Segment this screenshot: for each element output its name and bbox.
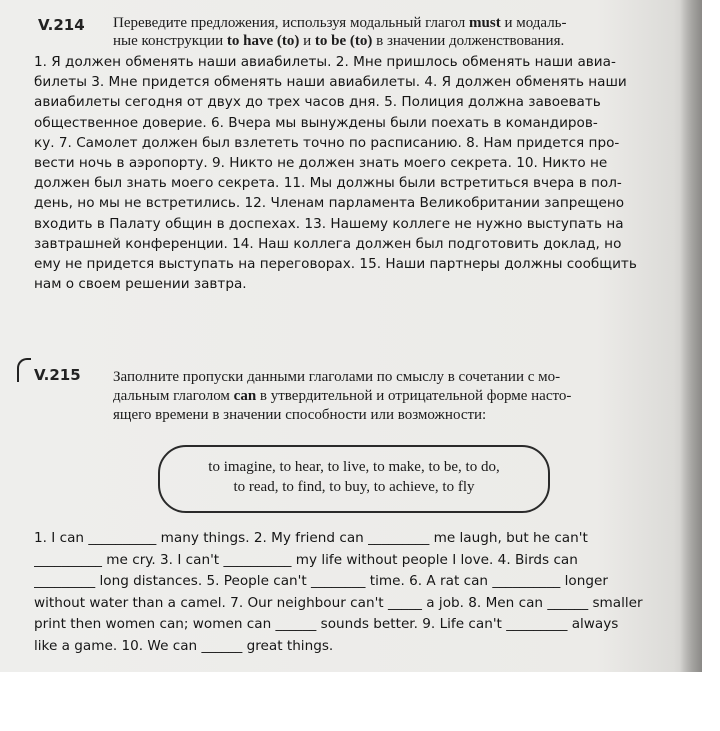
exercise-214-line: ему не придется выступать на переговорах. 15. Наши партнеры должны сообщить	[34, 256, 637, 273]
exercise-215-line: print then women can; women can ______ sounds better. 9. Life can't _________ always	[34, 616, 619, 632]
exercise-214-line: завтрашней конференции. 14. Наш коллега должен был подготовить доклад, но	[34, 235, 622, 252]
exercise-214-line: должен был знать моего секрета. 11. Мы должны были встретиться вчера в пол-	[34, 175, 622, 192]
instruction-215-line: дальным глаголом can в утвердительной и отрицательной форме насто-	[113, 388, 572, 404]
exercise-215-line: without water than a camel. 7. Our neighbour can't _____ a job. 8. Men can ______ smaller	[34, 594, 643, 611]
exercise-214-instruction	[113, 14, 693, 50]
word-bank-line: to imagine, to hear, to live, to make, to be, to do,	[208, 459, 500, 475]
exercise-214-line: входить в Палату общин в доспехах. 13. Нашему коллеге не нужно выступать на	[34, 215, 624, 232]
exercise-214-line: общественное доверие. 6. Вчера мы вынуждены были поехать в командиров-	[34, 114, 598, 131]
word-bank-line: to read, to find, to buy, to achieve, to fly	[233, 479, 475, 495]
exercise-214-line: ку. 7. Самолет должен был взлететь точно по расписанию. 8. Нам придется про-	[34, 134, 620, 151]
exercise-215-line: __________ me cry. 3. I can't __________ my life without people I love. 4. Birds can	[34, 551, 578, 568]
instruction-215-line: ящего времени в значении способности или возможности:	[113, 407, 487, 423]
exercise-214-line: билеты 3. Мне придется обменять наши авиабилеты. 4. Я должен обменять наши	[34, 74, 627, 91]
instruction-214-line: ные конструкции to have (to) и to be (to) в значении долженствования.	[113, 33, 565, 49]
exercise-214-line: 1. Я должен обменять наши авиабилеты. 2. Мне пришлось обменять наши авиа-	[34, 54, 616, 70]
exercise-214-body	[34, 52, 689, 294]
exercise-215-instruction	[113, 368, 693, 425]
margin-bracket-mark	[17, 358, 31, 382]
exercise-214-line: нам о своем решении завтра.	[34, 276, 247, 293]
exercise-214-line: день, но мы не встретились. 12. Членам парламента Великобритании запрещено	[34, 195, 625, 212]
exercise-215-line: like a game. 10. We can ______ great things.	[34, 637, 334, 654]
instruction-214-line: Переведите предложения, используя модальный глагол must и модаль-	[113, 15, 567, 31]
exercise-215-line: _________ long distances. 5. People can't ________ time. 6. A rat can __________ longer	[34, 573, 608, 589]
instruction-215-line: Заполните пропуски данными глаголами по смыслу в сочетании с мо-	[113, 369, 561, 385]
exercise-215-line: 1. I can __________ many things. 2. My friend can _________ me laugh, but he can't	[34, 530, 588, 546]
exercise-214-line: вести ночь в аэропорту. 9. Никто не должен знать моего секрета. 10. Никто не	[34, 155, 608, 172]
exercise-number-215: V.215	[34, 366, 81, 384]
exercise-215-body	[34, 528, 689, 657]
exercise-214-line: авиабилеты сегодня от двух до трех часов дня. 5. Полиция должна завоевать	[34, 94, 601, 111]
word-bank-box	[158, 445, 550, 513]
exercise-number-214: V.214	[38, 16, 85, 34]
